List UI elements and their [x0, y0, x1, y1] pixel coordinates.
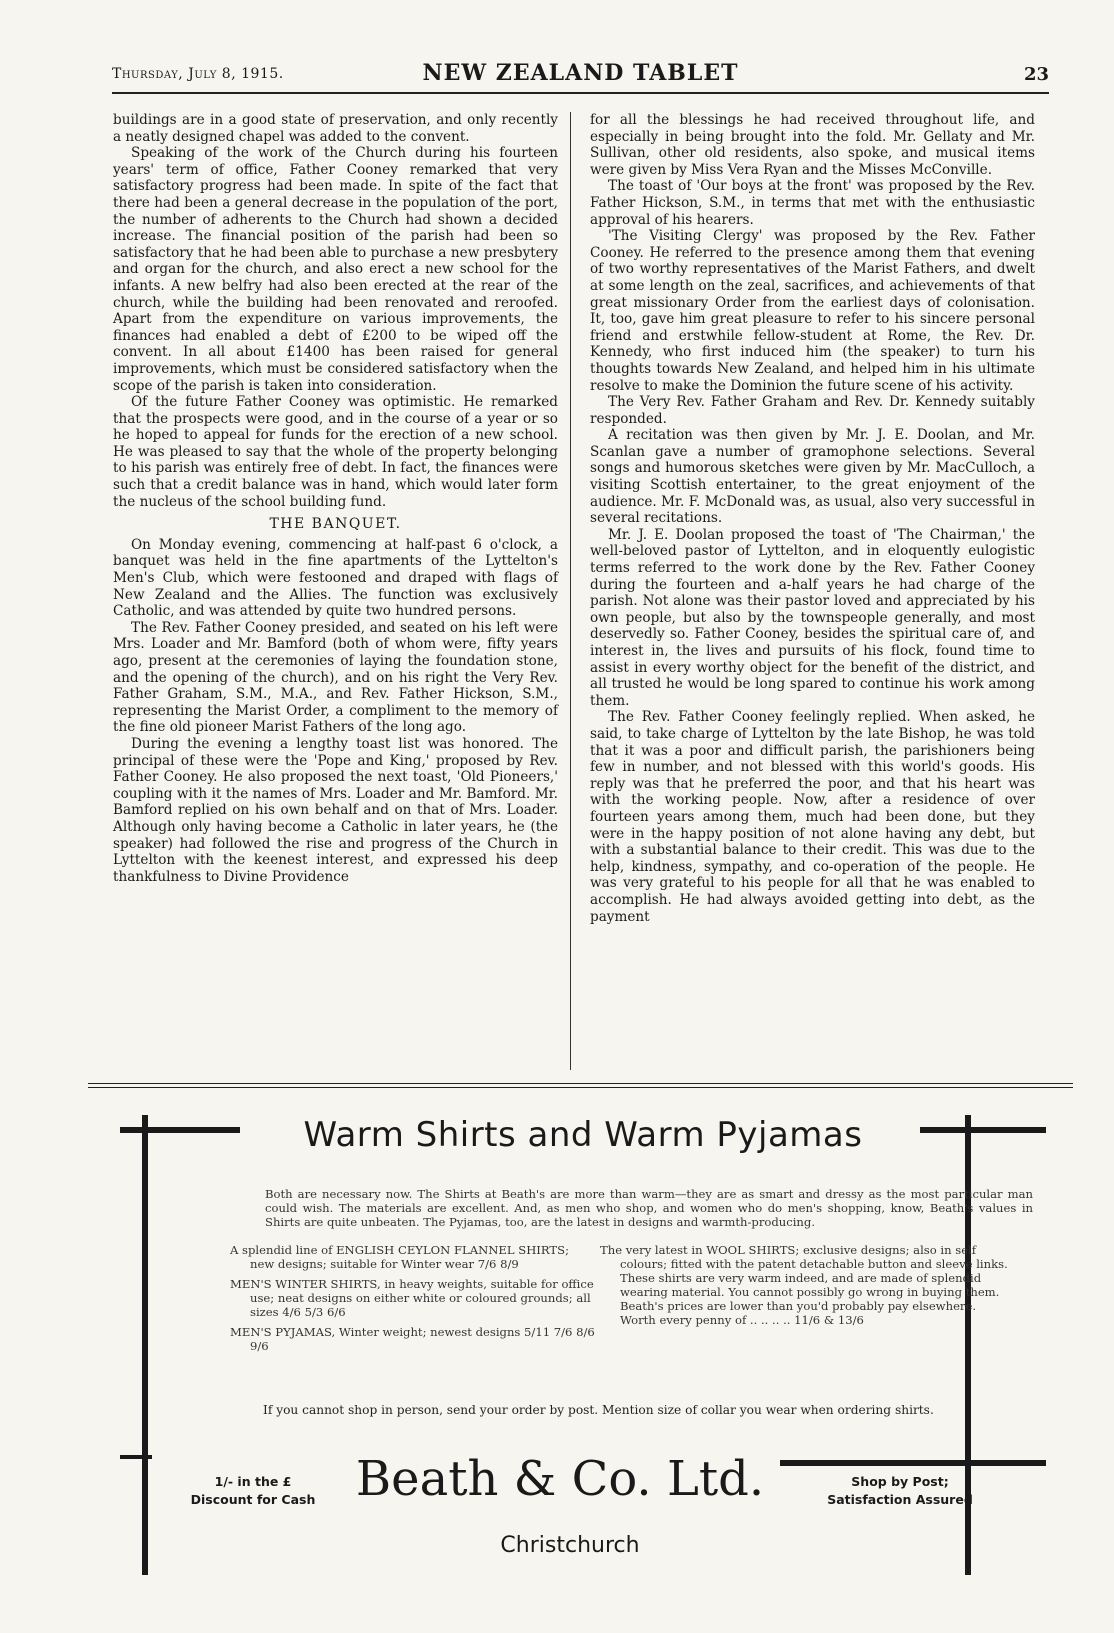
ad-frame-bar: [120, 1455, 152, 1459]
page-number: 23: [1023, 64, 1049, 85]
left-column: [113, 112, 558, 885]
ad-product-item: The very latest in WOOL SHIRTS; exclusive designs; also in self colours; fitted with the patent detachable button and sleeve links. These shirts are very warm indeed, and are made of splendid wearing material. You cannot possibly go wrong in buying them. Beath's prices are lower than you'd probably pay elsewhere. Worth every penny of .. .. .. .. 11/6 & 13/6: [600, 1243, 1008, 1327]
paragraph: The Rev. Father Cooney presided, and seated on his left were Mrs. Loader and Mr. Bamford (both of whom were, fifty years ago, present at the ceremonies of laying the foundation stone, and the opening of the church), and on his right the Very Rev. Father Graham, S.M., M.A., and Rev. Father Hickson, S.M., representing the Marist Order, a compliment to the memory of the fine old pioneer Marist Fathers of the long ago.: [113, 619, 558, 736]
masthead: [112, 60, 1049, 88]
section-rule: [88, 1083, 1073, 1084]
masthead-rule: [112, 92, 1049, 94]
paragraph: buildings are in a good state of preservation, and only recently a neatly designed chapel was added to the convent.: [113, 112, 558, 145]
ad-shop-by-post: Shop by Post; Satisfaction Assured: [827, 1474, 973, 1507]
ad-frame-bar: [142, 1115, 148, 1575]
ad-frame-bar: [780, 1460, 1046, 1466]
right-column: [590, 112, 1035, 925]
ad-mail-order-note: If you cannot shop in person, send your order by post. Mention size of collar you wear when ordering shirts.: [263, 1403, 934, 1417]
paragraph: Mr. J. E. Doolan proposed the toast of 'The Chairman,' the well-beloved pastor of Lyttelton, and in eloquently eulogistic terms referred to the work done by the Rev. Father Cooney during the fourteen and a-half years he had charge of the parish. Not alone was their pastor loved and appreciated by his own people, but also by the townspeople generally, and most deservedly so. Father Cooney, besides the spiritual care of, and interest in, the lives and pursuits of his flock, found time to assist in every worthy object for the benefit of the district, and all trusted he would be long spared to continue his work among them.: [590, 526, 1035, 709]
ad-product-item: MEN'S PYJAMAS, Winter weight; newest designs 5/11 7/6 8/6 9/6: [230, 1325, 595, 1353]
ad-company-name: Beath & Co. Ltd.: [355, 1451, 765, 1507]
paragraph: Of the future Father Cooney was optimistic. He remarked that the prospects were good, and in the course of a year or so he hoped to appeal for funds for the erection of a new school. He was pleased to say that the whole of the property belonging to his parish was entirely free of debt. In fact, the finances were such that a credit balance was in hand, which would later form the nucleus of the school building fund.: [113, 394, 558, 510]
ad-right-column: [600, 1243, 1010, 1333]
paragraph: The toast of 'Our boys at the front' was proposed by the Rev. Father Hickson, S.M., in terms that met with the enthusiastic approval of his hearers.: [590, 178, 1035, 228]
ad-intro-text: Both are necessary now. The Shirts at Beath's are more than warm—they are as smart and dressy as the most particular man could wish. The materials are excellent. And, as men who shop, and women who do men's shopping, know, Beath's values in Shirts are quite unbeaten. The Pyjamas, too, are the latest in designs and warmth-producing.: [265, 1187, 1033, 1229]
paragraph: The Rev. Father Cooney feelingly replied. When asked, he said, to take charge of Lyttelton by the late Bishop, he was told that it was a poor and difficult parish, the parishioners being few in number, and not blessed with this world's goods. His reply was that he preferred the poor, and that his heart was with the working people. Now, after a residence of over fourteen years among them, much had been done, but they were in the happy position of not alone having any debt, but with a substantial balance to their credit. This was due to the help, kindness, sympathy, and co-operation of the people. He was very grateful to his people for all that he was enabled to accomplish. He had always avoided getting into debt, as the payment: [590, 709, 1035, 925]
publication-title: NEW ZEALAND TABLET: [422, 60, 739, 86]
paragraph: A recitation was then given by Mr. J. E. Doolan, and Mr. Scanlan gave a number of gramophone selections. Several songs and humorous sketches were given by Mr. MacCulloch, a visiting Scottish entertainer, to the great enjoyment of the audience. Mr. F. McDonald was, as usual, also very successful in several recitations.: [590, 427, 1035, 527]
issue-date: Thursday, July 8, 1915.: [112, 66, 284, 82]
section-subheading: THE BANQUET.: [269, 516, 402, 533]
section-rule: [88, 1087, 1073, 1088]
paragraph: Speaking of the work of the Church during his fourteen years' term of office, Father Cooney remarked that very satisfactory progress had been made. In spite of the fact that there had been a general decrease in the population of the port, the number of adherents to the Church had shown a decided increase. The financial position of the parish had been so satisfactory that he had been able to purchase a new presbytery and organ for the church, and also erect a new school for the infants. A new belfry had also been erected at the rear of the church, while the building had been renovated and reroofed. Apart from the expenditure on various improvements, the finances had enabled a debt of £200 to be wiped off the convent. In all about £1400 has been raised for general improvements, which must be considered satisfactory when the scope of the parish is taken into consideration.: [113, 145, 558, 394]
paragraph: During the evening a lengthy toast list was honored. The principal of these were the 'Pope and King,' proposed by Rev. Father Cooney. He also proposed the next toast, 'Old Pioneers,' coupling with it the names of Mrs. Loader and Mr. Bamford. Mr. Bamford replied on his own behalf and on that of Mrs. Loader. Although only having become a Catholic in later years, he (the speaker) had followed the rise and progress of the Church in Lyttelton with the keenest interest, and expressed his deep thankfulness to Divine Providence: [113, 735, 558, 885]
ad-city: Christchurch: [500, 1533, 640, 1558]
paragraph: 'The Visiting Clergy' was proposed by the Rev. Father Cooney. He referred to the presence among them that evening of two worthy representatives of the Marist Fathers, and dwelt at some length on the zeal, sacrifices, and achievements of that great missionary Order from the earliest days of colonisation. It, too, gave him great pleasure to refer to his sincere personal friend and erstwhile fellow-student at Rome, the Rev. Dr. Kennedy, who first induced him (the speaker) to turn his thoughts towards New Zealand, and helped him in his ultimate resolve to make the Dominion the future scene of his activity.: [590, 228, 1035, 394]
ad-discount: 1/- in the £ Discount for Cash: [190, 1474, 316, 1507]
ad-headline: Warm Shirts and Warm Pyjamas: [303, 1115, 863, 1155]
shirts-advertisement: [120, 1115, 1046, 1575]
ad-product-item: MEN'S WINTER SHIRTS, in heavy weights, suitable for office use; neat designs on either white or coloured grounds; all sizes 4/6 5/3 6/6: [230, 1277, 594, 1319]
column-divider: [570, 112, 571, 1070]
paragraph: The Very Rev. Father Graham and Rev. Dr. Kennedy suitably responded.: [590, 394, 1035, 427]
paragraph: On Monday evening, commencing at half-past 6 o'clock, a banquet was held in the fine apartments of the Lyttelton's Men's Club, which were festooned and draped with flags of New Zealand and the Allies. The function was exclusively Catholic, and was attended by quite two hundred persons.: [113, 536, 558, 620]
ad-left-column: [230, 1243, 595, 1359]
paragraph: for all the blessings he had received throughout life, and especially in being brought into the fold. Mr. Gellaty and Mr. Sullivan, other old residents, also spoke, and musical items were given by Miss Vera Ryan and the Misses McConville.: [590, 112, 1035, 178]
ad-product-item: A splendid line of ENGLISH CEYLON FLANNEL SHIRTS; new designs; suitable for Winter wear 7/6 8/9: [230, 1243, 569, 1271]
